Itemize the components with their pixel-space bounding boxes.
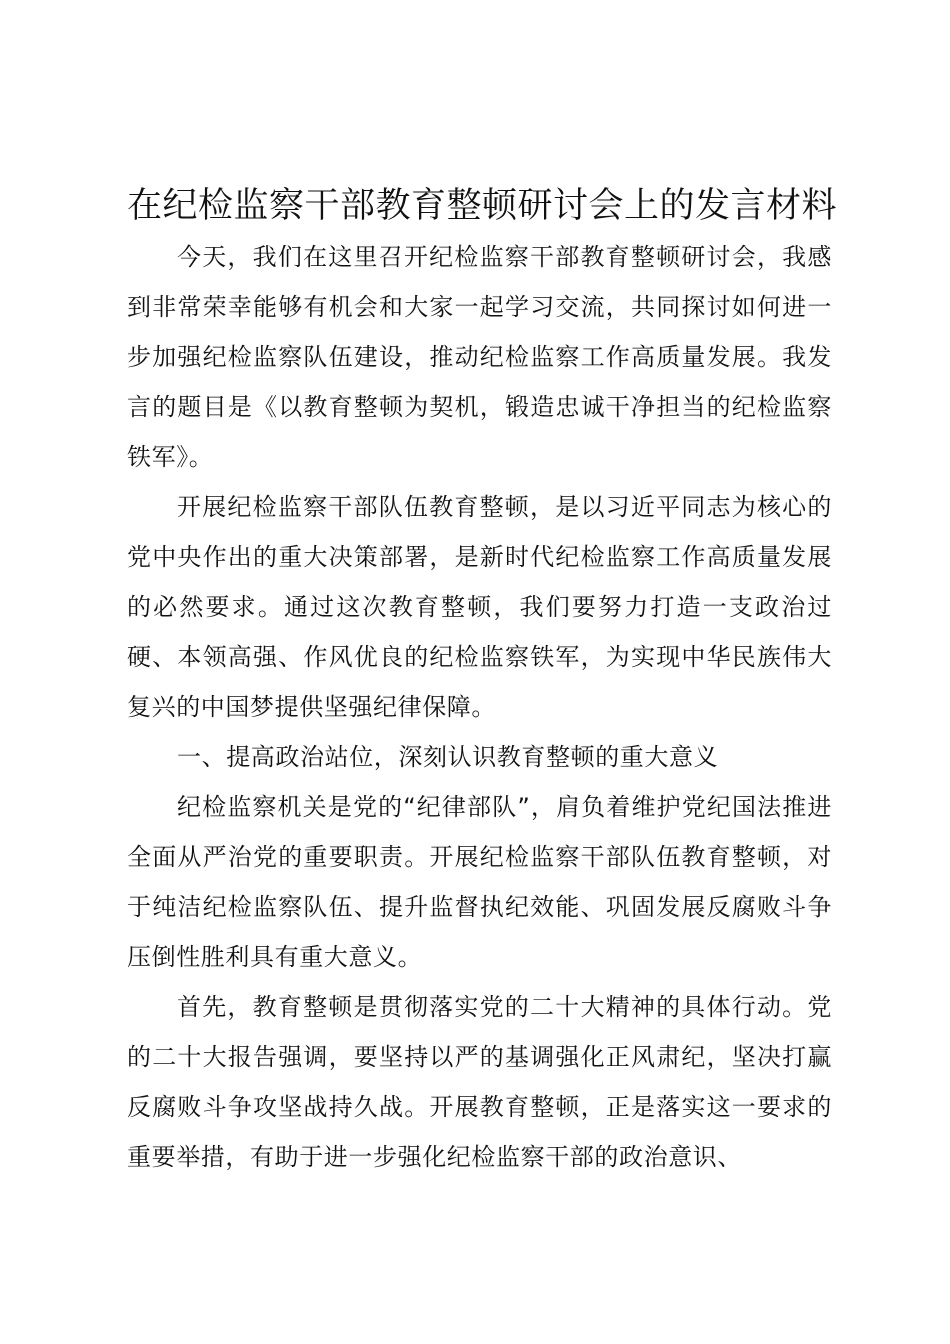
document-body bbox=[127, 232, 832, 1182]
paragraph-background: 开展纪检监察干部队伍教育整顿，是以习近平同志为核心的党中央作出的重大决策部署，是新时代纪检监察工作高质量发展的必然要求。通过这次教育整顿，我们要努力打造一支政治过硬、本领高强、作风优良的纪检监察铁军，为实现中华民族伟大复兴的中国梦提供坚强纪律保障。 bbox=[127, 493, 832, 721]
paragraph-significance: 纪检监察机关是党的“纪律部队”，肩负着维护党纪国法推进全面从严治党的重要职责。开展纪检监察干部队伍教育整顿，对于纯洁纪检监察队伍、提升监督执纪效能、巩固发展反腐败斗争压倒性胜利具有重大意义。 bbox=[127, 793, 832, 971]
document-title: 在纪检监察干部教育整顿研讨会上的发言材料 bbox=[127, 186, 838, 226]
paragraph-first-point: 首先，教育整顿是贯彻落实党的二十大精神的具体行动。党的二十大报告强调，要坚持以严的基调强化正风肃纪，坚决打赢反腐败斗争攻坚战持久战。开展教育整顿，正是落实这一要求的重要举措，有助于进一步强化纪检监察干部的政治意识、 bbox=[127, 993, 832, 1171]
section-heading-1: 一、提高政治站位，深刻认识教育整顿的重大意义 bbox=[177, 743, 719, 771]
paragraph-intro: 今天，我们在这里召开纪检监察干部教育整顿研讨会，我感到非常荣幸能够有机会和大家一起学习交流，共同探讨如何进一步加强纪检监察队伍建设，推动纪检监察工作高质量发展。我发言的题目是《以教育整顿为契机，锻造忠诚干净担当的纪检监察铁军》。 bbox=[127, 243, 832, 471]
